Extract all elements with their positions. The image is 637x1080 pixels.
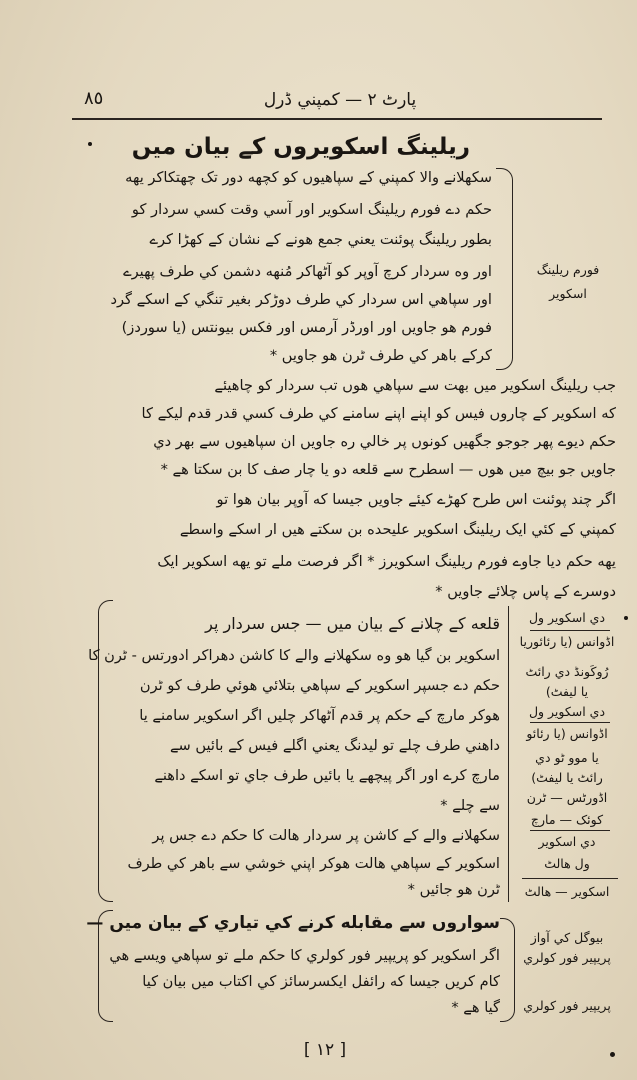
- paragraph-line-5: اگر چند پوئنت اس طرح کهڑے کيئے جاويں جيسا که آوپر بيان هوا تو: [216, 491, 616, 508]
- section1-line-2: حکم دے فورم ريلينگ اسکوير اور آسي وقت کسي سردار کو: [131, 201, 492, 218]
- margin-or-move: يا موو ٹو دي: [535, 750, 599, 765]
- section2-line-5: داهني طرف چلے تو ليدنگ يعني اگلے فيس کے بائيں سے: [169, 737, 500, 754]
- section1-line-7: کرکے باهر کي طرف ٹرن هو جاويں *: [269, 347, 492, 364]
- header-rule: [72, 118, 602, 120]
- section2-line-4: هوکر مارچ کے حکم پر قدم آٹهاکر چليں اگر اسکوير سامنے يا: [139, 707, 500, 724]
- margin-wl-halt: ول هالٹ: [544, 856, 590, 871]
- ink-dot: [610, 1052, 615, 1057]
- paragraph-line-3: حکم ديوے پهر جوجو جگهيں کونوں پر خالي ره جاويں ان سپاهيوں سے بهر دي: [153, 433, 616, 450]
- section-heading-rallying-squares: ريلينگ اسکويروں کے بيان ميں: [131, 134, 470, 160]
- margin-or-left: يا ليفٹ): [545, 684, 589, 699]
- margin-d-square-wl: دي اسکوير ول: [528, 610, 606, 625]
- section2-line-6: مارچ کرے اور اگر پيچهے يا بائيں طرف جاي تو اسکے داهنے: [154, 767, 500, 784]
- paragraph-line-7: يهه حکم ديا جاوے فورم ريلينگ اسکويرز * اگر فرصت ملے تو يهه اسکوير ايک: [157, 553, 616, 570]
- section1-line-5: اور سپاهي اس سردار کي طرف دوڑکر بغير تنگي کے اسکے گرد: [110, 291, 492, 308]
- section1-line-3: بطور ريلينگ پوئنت يعني جمع هونے کے نشان کے کهڑا کرے: [149, 231, 492, 248]
- margin-ruknd: رُوکَونڈ دي رائٹ: [525, 664, 609, 679]
- margin-square-halt: اسکوير — هالٹ: [524, 884, 610, 899]
- margin-prepare-1: پريپير فور کولري: [523, 950, 611, 965]
- running-title: پارٹ ٢ — کمپني ڈرل: [263, 90, 417, 110]
- section1-line-1: سکھلانے والا کمپني کے سپاهيوں کو کچھه دور تک چهتکاکر يهه: [125, 169, 492, 186]
- margin-rule: [522, 878, 618, 879]
- section2-line-9: اسکوير کے سپاهي هالت هوکر اپني خوشي سے باهر کي طرف: [127, 855, 500, 872]
- section2-line-3: حکم دے جسپر اسکوير کے سپاهي بتلائي هوئي طرف کو ٹرن: [139, 677, 500, 694]
- section-heading-prepare-cavalry: سواروں سے مقابله کرنے کي تياري کے بيان ميں —: [86, 913, 500, 933]
- margin-square: اسکوير: [549, 286, 587, 301]
- paragraph-line-6: کمپني کے کئي ايک ريلينگ اسکوير عليحده بن سکتے هيں ار اسکے واسطے: [179, 521, 616, 538]
- margin-advance: اڈوانس (يا رئائوريا: [519, 634, 615, 649]
- margin-form-rally: فورم ريلينگ: [536, 262, 600, 277]
- paragraph-line-4: جاويں جو بيچ ميں هوں — اسطرح سے قلعه دو يا چار صف کا بن سکتا هے *: [160, 461, 616, 478]
- margin-about-turn: اڈورٹس — ٹرن: [526, 790, 608, 805]
- section3-line-2: کام کريں جيسا که رائفل ايکسرسائز کي اکتاب ميں بيان کيا: [142, 973, 500, 990]
- margin-advance-2: اڈوانس (يا رئائو: [526, 726, 608, 741]
- margin-rule: [530, 830, 610, 831]
- margin-rule: [530, 722, 610, 723]
- margin-rule: [530, 630, 610, 631]
- section3-line-1: اگر اسکوير کو پريپير فور کولري کا حکم ملے تو سپاهي ويسے هي: [109, 947, 500, 964]
- paragraph-line-2: که اسکوير کے چاروں فيس کو اپنے اپنے سامنے کي طرف کسي قدر قدم ليکے کا: [141, 405, 616, 422]
- margin-d-square-wl-2: دي اسکوير ول: [528, 704, 606, 719]
- rally-bracket: [496, 168, 513, 370]
- margin-prepare-2: پريپير فور کولري: [523, 998, 611, 1013]
- section2-line-7: سے چلے *: [440, 797, 500, 814]
- ink-dot: [624, 616, 628, 620]
- margin-divider: [508, 606, 509, 902]
- ink-dot: [88, 142, 92, 146]
- paragraph-line-1: جب ريلينگ اسکوير ميں بهت سے سپاهي هوں تب سردار کو چاهيئے: [214, 377, 616, 394]
- margin-quick-march: کوئک — مارچ: [530, 812, 604, 827]
- section1-line-6: فورم هو جاويں اور اورڈر آرمس اور فکس بيونتس (يا سوردز): [121, 319, 492, 336]
- section2-line-2: اسکوير بن گيا هو وه سکهلانے والے کا کاشن دهراکر ادورتس - ٹرن کا: [88, 647, 500, 664]
- section2-line-8: سکهلانے والے کے کاشن پر سردار هالت کا حکم دے جس پر: [152, 827, 500, 844]
- section3-line-3: گيا هے *: [451, 999, 500, 1016]
- margin-d-square-2: دي اسکوير: [538, 834, 596, 849]
- section1-line-4: اور وه سردار کرچ آوپر کو آٹهاکر مُنهه دشمن کي طرف پهيرے: [123, 263, 492, 280]
- margin-right-or-left: رائٹ يا ليفٹ): [531, 770, 603, 785]
- section2-line-1: قلعه کے چلانے کے بيان ميں — جس سردار پر: [205, 614, 500, 633]
- paragraph-line-8: دوسرے کے پاس چلائے جاويں *: [435, 583, 616, 600]
- footer-page-bracket: [ ١٢ ]: [303, 1040, 347, 1060]
- section2-line-10: ٹرن هو جائيں *: [407, 881, 500, 898]
- page-number: ٨٥: [84, 88, 104, 109]
- margin-bugle: بيوگل کي آواز: [530, 930, 604, 945]
